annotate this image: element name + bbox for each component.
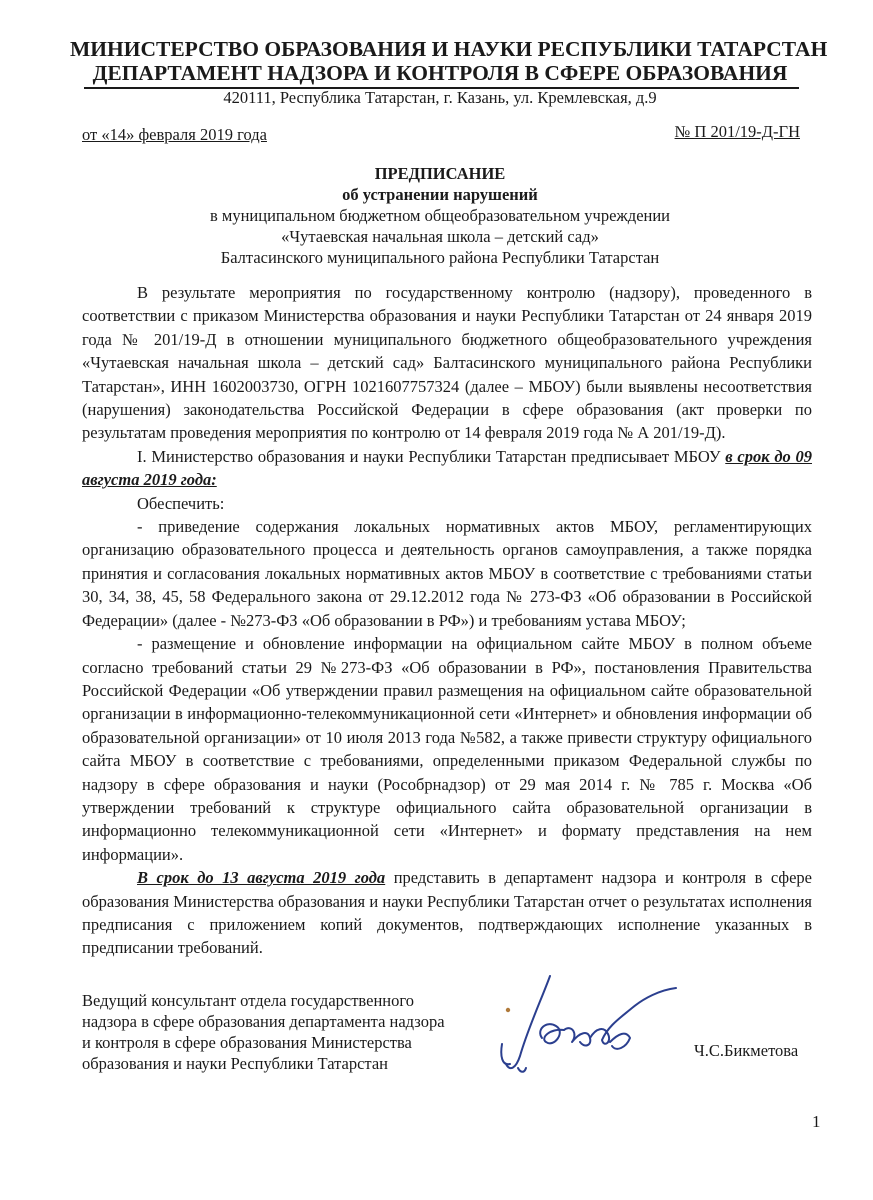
document-date: от «14» февраля 2019 года [82, 125, 267, 144]
document-body [82, 281, 812, 960]
ensure-label: Обеспечить: [137, 493, 225, 513]
report-deadline: В срок до 13 августа 2019 года [137, 868, 386, 888]
department-heading: ДЕПАРТАМЕНТ НАДЗОРА И КОНТРОЛЯ В СФЕРЕ ОБРАЗОВАНИЯ [92, 61, 788, 85]
ministry-heading: МИНИСТЕРСТВО ОБРАЗОВАНИЯ И НАУКИ РЕСПУБЛИКИ ТАТАРСТАН [70, 37, 828, 61]
order-deadline: в срок до 09 августа 2019 года: [82, 446, 812, 490]
order-paragraph [82, 445, 812, 492]
signer-name: Ч.С.Бикметова [694, 1041, 799, 1060]
address: 420111, Республика Татарстан, г. Казань, ул. Кремлевская, д.9 [223, 88, 657, 107]
institution-line-1: в муниципальном бюджетном общеобразовательном учреждении [209, 206, 671, 225]
signer-position [82, 990, 472, 1074]
report-paragraph [82, 866, 812, 960]
signer-position-line: образования и науки Республики Татарстан [82, 1054, 388, 1073]
institution-line-3: Балтасинского муниципального района Республики Татарстан [220, 248, 660, 267]
document-title: ПРЕДПИСАНИЕ [374, 164, 506, 183]
order-prefix: I. Министерство образования и науки Республики Татарстан предписывает МБОУ [137, 446, 726, 466]
document-subtitle: об устранении нарушений [342, 185, 538, 204]
handwritten-signature [480, 968, 690, 1078]
intro-paragraph: В результате мероприятия по государственному контролю (надзору), проведенного в соответствии с приказом Министерства образования и науки Республики Татарстан от 24 января 2019 года № 201/19-Д в отношении муниципального бюджетного общеобразовательного учреждения «Чутаевская начальная школа – детский сад» Балтасинского муниципального района Республики Татарстан», ИНН 1602003730, ОГРН 1021607757324 (далее – МБОУ) были выявлены несоответствия (нарушения) законодательства Российской Федерации в сфере образования (акт проверки по результатам проведения мероприятия по контролю от 14 февраля 2019 года № А 201/19-Д). [82, 283, 812, 443]
signer-position-line: Ведущий консультант отдела государственного [82, 991, 414, 1010]
signer-position-line: надзора в сфере образования департамента надзора [82, 1012, 445, 1031]
page-number: 1 [812, 1112, 821, 1131]
signer-position-line: и контроля в сфере образования Министерства [82, 1033, 412, 1052]
document-number: № П 201/19-Д-ГН [674, 122, 800, 141]
report-text: представить в департамент надзора и контроля в сфере образования Министерства образования и науки Республики Татарстан отчет о результатах исполнения предписания с приложением копий документов, подтверждающих исполнение указанных в предписании требований. [82, 868, 812, 958]
requirement-item-2: - размещение и обновление информации на официальном сайте МБОУ в полном объеме согласно требований статьи 29 №273-ФЗ «Об образовании в РФ», постановления Правительства Российской Федерации «Об утверждении правил размещения на официальном сайте образовательной организации в информационно-телекоммуникационной сети «Интернет» и обновления информации об образовательной организации» от 10 июля 2013 года №582, а также привести структуру официального сайта МБОУ в соответствие с требованиями, определенными приказом Федеральной службы по надзору в сфере образования и науки (Рособрнадзор) от 29 мая 2014 г. № 785 г. Москва «Об утверждении требований к структуре официального сайта образовательной организации в информационно телекоммуникационной сети «Интернет» и формату представления на нем информации». [82, 634, 812, 864]
requirement-item-1: - приведение содержания локальных нормативных актов МБОУ, регламентирующих организацию образовательного процесса и деятельность органов самоуправления, а также порядка принятия и согласования локальных нормативных актов МБОУ в соответствие с требованиями статьи 30, 34, 38, 45, 58 Федерального закона от 29.12.2012 года № 273-ФЗ «Об образовании в Российской Федерации» (далее - №273-ФЗ «Об образовании в РФ») и требованиям устава МБОУ; [82, 517, 812, 630]
institution-line-2: «Чутаевская начальная школа – детский сад» [281, 227, 599, 246]
